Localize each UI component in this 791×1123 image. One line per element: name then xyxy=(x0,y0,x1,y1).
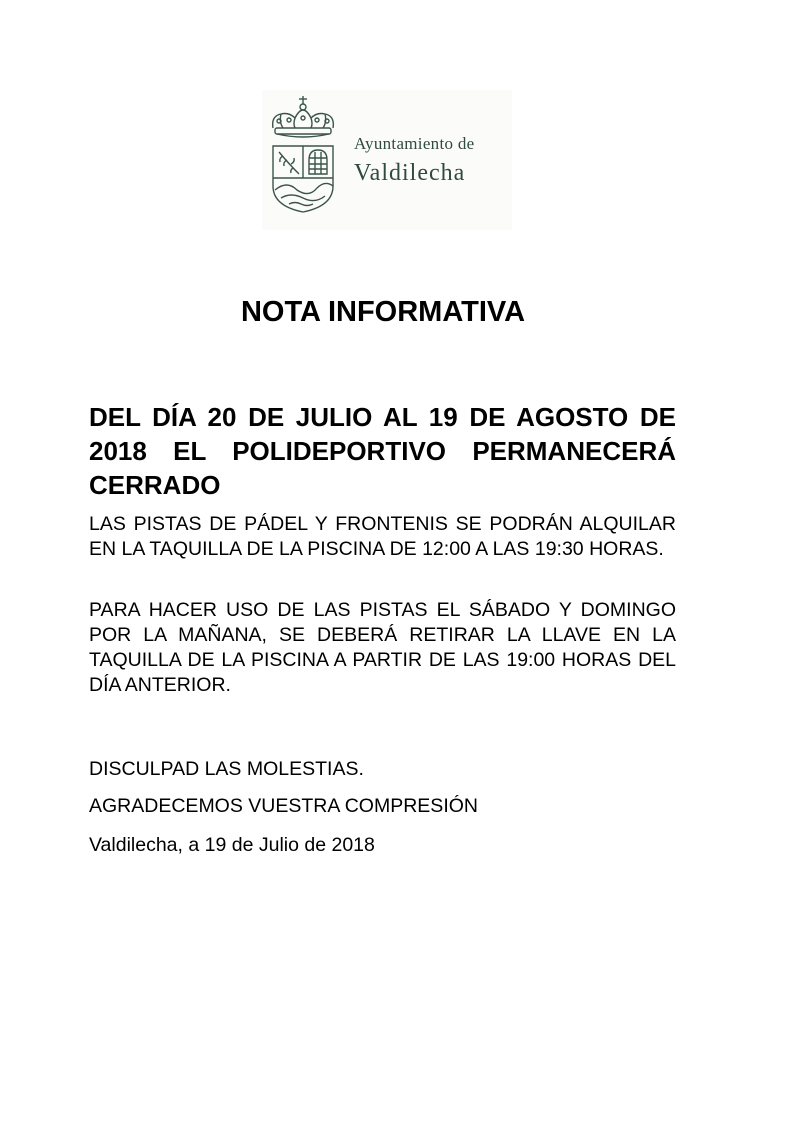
coat-of-arms-icon xyxy=(267,94,339,214)
paragraph-rental-hours: LAS PISTAS DE PÁDEL Y FRONTENIS SE PODRÁN ALQUILAR EN LA TAQUILLA DE LA PISCINA DE 12:00 A LAS 19:30 HORAS. xyxy=(89,513,676,560)
letterhead-line2: Valdilecha xyxy=(354,160,466,186)
document-title: NOTA INFORMATIVA xyxy=(240,296,526,328)
headline: DEL DÍA 20 DE JULIO AL 19 DE AGOSTO DE 2018 EL POLIDEPORTIVO PERMANECERÁ CERRADO xyxy=(89,402,676,500)
paragraph-weekend-key: PARA HACER USO DE LAS PISTAS EL SÁBADO Y DOMINGO POR LA MAÑANA, SE DEBERÁ RETIRAR LA LLAVE EN LA TAQUILLA DE LA PISCINA A PARTIR DE LAS 19:00 HORAS DEL DÍA ANTERIOR. xyxy=(89,599,676,696)
letterhead xyxy=(262,90,512,230)
place-date: Valdilecha, a 19 de Julio de 2018 xyxy=(89,834,375,856)
letterhead-line1: Ayuntamiento de xyxy=(354,134,475,153)
thanks-text: AGRADECEMOS VUESTRA COMPRESIÓN xyxy=(89,795,478,817)
apology-text: DISCULPAD LAS MOLESTIAS. xyxy=(89,758,364,780)
